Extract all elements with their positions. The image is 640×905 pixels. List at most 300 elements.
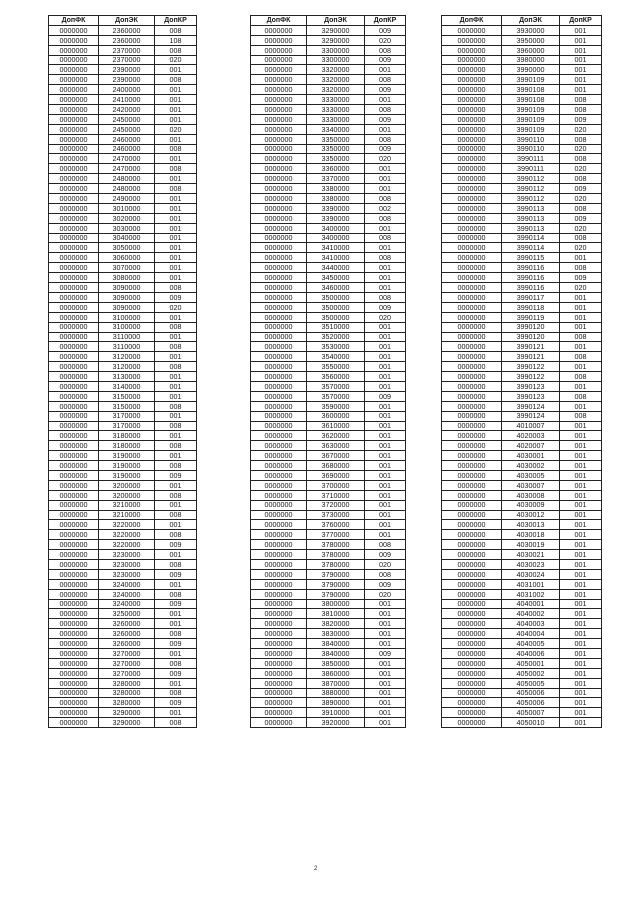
cell-dopfk: 0000000 — [442, 451, 502, 461]
cell-dopek: 3380000 — [307, 184, 365, 194]
table-row — [442, 411, 602, 421]
cell-dopek: 3350000 — [307, 134, 365, 144]
cell-dopkr: 020 — [365, 154, 406, 164]
cell-dopkr: 001 — [560, 520, 602, 530]
table-row — [442, 302, 602, 312]
cell-dopkr: 108 — [155, 35, 197, 45]
cell-dopfk: 0000000 — [442, 520, 502, 530]
cell-dopkr: 001 — [365, 174, 406, 184]
cell-dopfk: 0000000 — [442, 381, 502, 391]
table-row — [49, 569, 197, 579]
cell-dopfk: 0000000 — [49, 391, 99, 401]
cell-dopek: 3990108 — [502, 95, 560, 105]
cell-dopek: 3980000 — [502, 55, 560, 65]
cell-dopek: 3990113 — [502, 213, 560, 223]
table-row — [251, 649, 406, 659]
cell-dopfk: 0000000 — [251, 500, 307, 510]
cell-dopfk: 0000000 — [442, 490, 502, 500]
cell-dopek: 2470000 — [99, 164, 155, 174]
cell-dopkr: 001 — [560, 441, 602, 451]
cell-dopkr: 008 — [560, 263, 602, 273]
cell-dopkr: 020 — [365, 559, 406, 569]
cell-dopfk: 0000000 — [442, 461, 502, 471]
cell-dopek: 2450000 — [99, 124, 155, 134]
cell-dopek: 3360000 — [307, 164, 365, 174]
cell-dopek: 3990116 — [502, 263, 560, 273]
cell-dopek: 3280000 — [99, 688, 155, 698]
cell-dopfk: 0000000 — [442, 243, 502, 253]
cell-dopfk: 0000000 — [251, 322, 307, 332]
cell-dopkr: 001 — [560, 45, 602, 55]
cell-dopkr: 001 — [560, 470, 602, 480]
cell-dopfk: 0000000 — [251, 579, 307, 589]
cell-dopek: 3290000 — [307, 25, 365, 35]
table-row — [251, 85, 406, 95]
cell-dopek: 3140000 — [99, 381, 155, 391]
cell-dopkr: 009 — [155, 292, 197, 302]
cell-dopek: 3560000 — [307, 372, 365, 382]
cell-dopek: 3990113 — [502, 223, 560, 233]
cell-dopek: 3990111 — [502, 154, 560, 164]
cell-dopkr: 020 — [155, 302, 197, 312]
cell-dopkr: 001 — [365, 322, 406, 332]
cell-dopkr: 008 — [365, 105, 406, 115]
cell-dopfk: 0000000 — [49, 569, 99, 579]
cell-dopkr: 001 — [155, 273, 197, 283]
cell-dopek: 3620000 — [307, 431, 365, 441]
cell-dopfk: 0000000 — [442, 708, 502, 718]
cell-dopfk: 0000000 — [251, 480, 307, 490]
table-row — [442, 718, 602, 728]
cell-dopfk: 0000000 — [251, 431, 307, 441]
cell-dopek: 3070000 — [99, 263, 155, 273]
cell-dopek: 3300000 — [307, 45, 365, 55]
cell-dopkr: 008 — [155, 718, 197, 728]
cell-dopek: 3990121 — [502, 342, 560, 352]
cell-dopkr: 001 — [155, 312, 197, 322]
cell-dopek: 3530000 — [307, 342, 365, 352]
cell-dopfk: 0000000 — [442, 283, 502, 293]
cell-dopkr: 009 — [155, 470, 197, 480]
cell-dopek: 3780000 — [307, 540, 365, 550]
cell-dopek: 3920000 — [307, 718, 365, 728]
cell-dopfk: 0000000 — [251, 243, 307, 253]
cell-dopkr: 008 — [560, 391, 602, 401]
cell-dopfk: 0000000 — [251, 649, 307, 659]
cell-dopfk: 0000000 — [442, 95, 502, 105]
table-row — [49, 194, 197, 204]
cell-dopkr: 008 — [365, 75, 406, 85]
cell-dopkr: 001 — [560, 678, 602, 688]
cell-dopfk: 0000000 — [251, 718, 307, 728]
table-row — [49, 500, 197, 510]
cell-dopfk: 0000000 — [49, 510, 99, 520]
cell-dopkr: 001 — [365, 698, 406, 708]
table-row — [251, 194, 406, 204]
cell-dopkr: 001 — [365, 470, 406, 480]
cell-dopkr: 001 — [365, 688, 406, 698]
table-row — [49, 352, 197, 362]
table-row — [442, 639, 602, 649]
cell-dopkr: 001 — [365, 629, 406, 639]
cell-dopkr: 001 — [365, 283, 406, 293]
cell-dopkr: 001 — [560, 431, 602, 441]
cell-dopkr: 008 — [560, 411, 602, 421]
cell-dopkr: 008 — [560, 105, 602, 115]
cell-dopek: 3210000 — [99, 510, 155, 520]
cell-dopek: 3180000 — [99, 431, 155, 441]
cell-dopkr: 009 — [560, 213, 602, 223]
cell-dopkr: 008 — [155, 45, 197, 55]
table-row — [49, 540, 197, 550]
table-row — [442, 381, 602, 391]
cell-dopfk: 0000000 — [251, 45, 307, 55]
cell-dopkr: 001 — [560, 698, 602, 708]
table-row — [251, 599, 406, 609]
table-row — [442, 470, 602, 480]
cell-dopkr: 001 — [155, 95, 197, 105]
cell-dopkr: 009 — [365, 302, 406, 312]
cell-dopfk: 0000000 — [49, 312, 99, 322]
cell-dopkr: 001 — [365, 530, 406, 540]
cell-dopek: 4050005 — [502, 678, 560, 688]
cell-dopfk: 0000000 — [442, 589, 502, 599]
cell-dopfk: 0000000 — [442, 55, 502, 65]
cell-dopfk: 0000000 — [442, 35, 502, 45]
cell-dopkr: 001 — [155, 480, 197, 490]
table-row — [442, 668, 602, 678]
cell-dopek: 3990115 — [502, 253, 560, 263]
table-row — [49, 530, 197, 540]
cell-dopfk: 0000000 — [251, 540, 307, 550]
cell-dopek: 3990117 — [502, 292, 560, 302]
code-table-2 — [250, 15, 406, 728]
cell-dopkr: 001 — [560, 75, 602, 85]
cell-dopkr: 008 — [365, 233, 406, 243]
table-row — [251, 154, 406, 164]
cell-dopkr: 008 — [155, 658, 197, 668]
cell-dopkr: 001 — [560, 480, 602, 490]
cell-dopek: 3260000 — [99, 619, 155, 629]
cell-dopkr: 008 — [155, 421, 197, 431]
cell-dopfk: 0000000 — [49, 451, 99, 461]
cell-dopek: 2480000 — [99, 174, 155, 184]
table-row — [251, 431, 406, 441]
cell-dopkr: 001 — [560, 688, 602, 698]
table-row — [442, 520, 602, 530]
cell-dopfk: 0000000 — [251, 95, 307, 105]
cell-dopek: 2390000 — [99, 65, 155, 75]
table-row — [49, 35, 197, 45]
cell-dopek: 3990120 — [502, 332, 560, 342]
cell-dopkr: 001 — [560, 599, 602, 609]
cell-dopfk: 0000000 — [442, 579, 502, 589]
cell-dopek: 3990109 — [502, 114, 560, 124]
cell-dopek: 3240000 — [99, 599, 155, 609]
cell-dopek: 3200000 — [99, 480, 155, 490]
table-row — [49, 639, 197, 649]
cell-dopfk: 0000000 — [442, 530, 502, 540]
table-row — [251, 352, 406, 362]
cell-dopfk: 0000000 — [49, 441, 99, 451]
cell-dopek: 3240000 — [99, 579, 155, 589]
cell-dopkr: 001 — [560, 500, 602, 510]
cell-dopfk: 0000000 — [49, 559, 99, 569]
cell-dopek: 3760000 — [307, 520, 365, 530]
cell-dopek: 3220000 — [99, 540, 155, 550]
table-row — [49, 451, 197, 461]
cell-dopek: 3690000 — [307, 470, 365, 480]
cell-dopfk: 0000000 — [442, 639, 502, 649]
table-row — [49, 283, 197, 293]
cell-dopkr: 009 — [365, 579, 406, 589]
cell-dopfk: 0000000 — [251, 490, 307, 500]
cell-dopkr: 001 — [365, 184, 406, 194]
table-row — [251, 243, 406, 253]
cell-dopfk: 0000000 — [251, 550, 307, 560]
cell-dopek: 3180000 — [99, 441, 155, 451]
cell-dopek: 3680000 — [307, 461, 365, 471]
cell-dopkr: 008 — [155, 342, 197, 352]
cell-dopkr: 020 — [560, 243, 602, 253]
cell-dopkr: 020 — [155, 124, 197, 134]
cell-dopfk: 0000000 — [442, 184, 502, 194]
cell-dopek: 3990113 — [502, 203, 560, 213]
cell-dopfk: 0000000 — [49, 273, 99, 283]
table-row — [49, 411, 197, 421]
cell-dopkr: 008 — [365, 45, 406, 55]
cell-dopkr: 001 — [560, 530, 602, 540]
header-dopkr: ДопКР — [155, 16, 197, 26]
table-row — [442, 164, 602, 174]
cell-dopfk: 0000000 — [442, 421, 502, 431]
cell-dopkr: 008 — [155, 401, 197, 411]
cell-dopek: 3350000 — [307, 154, 365, 164]
cell-dopkr: 001 — [155, 431, 197, 441]
cell-dopek: 3520000 — [307, 332, 365, 342]
table-row — [49, 25, 197, 35]
cell-dopkr: 001 — [560, 362, 602, 372]
table-row — [49, 579, 197, 589]
cell-dopkr: 001 — [560, 668, 602, 678]
cell-dopfk: 0000000 — [442, 302, 502, 312]
table-row — [251, 105, 406, 115]
table-row — [251, 470, 406, 480]
cell-dopfk: 0000000 — [442, 431, 502, 441]
cell-dopfk: 0000000 — [442, 65, 502, 75]
cell-dopek: 4050006 — [502, 698, 560, 708]
cell-dopfk: 0000000 — [49, 154, 99, 164]
cell-dopek: 3700000 — [307, 480, 365, 490]
table-row — [49, 362, 197, 372]
cell-dopkr: 008 — [155, 589, 197, 599]
cell-dopek: 4030023 — [502, 559, 560, 569]
cell-dopek: 3830000 — [307, 629, 365, 639]
cell-dopfk: 0000000 — [442, 411, 502, 421]
table-row — [251, 421, 406, 431]
cell-dopfk: 0000000 — [442, 362, 502, 372]
cell-dopkr: 001 — [155, 649, 197, 659]
cell-dopek: 4030012 — [502, 510, 560, 520]
cell-dopfk: 0000000 — [251, 559, 307, 569]
table-row — [49, 668, 197, 678]
table-row — [49, 629, 197, 639]
table-row — [251, 233, 406, 243]
table-row — [251, 223, 406, 233]
cell-dopkr: 008 — [365, 292, 406, 302]
cell-dopkr: 001 — [560, 629, 602, 639]
cell-dopkr: 001 — [560, 619, 602, 629]
cell-dopek: 2450000 — [99, 114, 155, 124]
cell-dopek: 3190000 — [99, 470, 155, 480]
cell-dopfk: 0000000 — [49, 718, 99, 728]
table-row — [442, 292, 602, 302]
cell-dopkr: 008 — [560, 174, 602, 184]
cell-dopkr: 001 — [155, 451, 197, 461]
cell-dopek: 4030018 — [502, 530, 560, 540]
cell-dopkr: 020 — [560, 164, 602, 174]
table-row — [251, 184, 406, 194]
cell-dopek: 3990118 — [502, 302, 560, 312]
cell-dopfk: 0000000 — [49, 342, 99, 352]
table-row — [251, 391, 406, 401]
cell-dopkr: 001 — [155, 243, 197, 253]
cell-dopkr: 001 — [365, 708, 406, 718]
cell-dopek: 3550000 — [307, 362, 365, 372]
cell-dopkr: 001 — [155, 65, 197, 75]
cell-dopek: 3990121 — [502, 352, 560, 362]
table-row — [442, 629, 602, 639]
table-row — [49, 461, 197, 471]
cell-dopfk: 0000000 — [49, 609, 99, 619]
cell-dopkr: 008 — [365, 253, 406, 263]
table-row — [49, 233, 197, 243]
cell-dopkr: 001 — [560, 292, 602, 302]
cell-dopfk: 0000000 — [442, 668, 502, 678]
cell-dopfk: 0000000 — [251, 629, 307, 639]
cell-dopfk: 0000000 — [442, 194, 502, 204]
cell-dopkr: 001 — [155, 391, 197, 401]
cell-dopek: 3990123 — [502, 391, 560, 401]
cell-dopfk: 0000000 — [49, 134, 99, 144]
cell-dopek: 3280000 — [99, 698, 155, 708]
cell-dopek: 3030000 — [99, 223, 155, 233]
cell-dopek: 3780000 — [307, 550, 365, 560]
cell-dopfk: 0000000 — [49, 688, 99, 698]
cell-dopkr: 001 — [365, 718, 406, 728]
cell-dopkr: 001 — [365, 362, 406, 372]
code-table-1 — [48, 15, 197, 728]
table-row — [49, 599, 197, 609]
table-row — [251, 253, 406, 263]
cell-dopkr: 001 — [560, 342, 602, 352]
cell-dopek: 4020007 — [502, 441, 560, 451]
header-dopek: ДопЭК — [307, 16, 365, 26]
cell-dopek: 3890000 — [307, 698, 365, 708]
cell-dopfk: 0000000 — [442, 263, 502, 273]
table-row — [442, 708, 602, 718]
cell-dopfk: 0000000 — [49, 708, 99, 718]
cell-dopkr: 001 — [365, 500, 406, 510]
cell-dopkr: 008 — [155, 25, 197, 35]
cell-dopkr: 008 — [560, 233, 602, 243]
cell-dopfk: 0000000 — [251, 609, 307, 619]
cell-dopek: 3320000 — [307, 75, 365, 85]
table-row — [49, 243, 197, 253]
cell-dopek: 3990119 — [502, 312, 560, 322]
cell-dopfk: 0000000 — [49, 144, 99, 154]
table-row — [49, 273, 197, 283]
cell-dopfk: 0000000 — [442, 45, 502, 55]
cell-dopkr: 020 — [365, 589, 406, 599]
cell-dopkr: 008 — [155, 530, 197, 540]
table-row — [251, 312, 406, 322]
cell-dopkr: 001 — [365, 273, 406, 283]
table-row — [49, 322, 197, 332]
page-number: 2 — [314, 866, 318, 872]
table-row — [442, 490, 602, 500]
table-row — [49, 213, 197, 223]
cell-dopek: 4040002 — [502, 609, 560, 619]
table-row — [251, 688, 406, 698]
table-row — [251, 55, 406, 65]
table-row — [442, 658, 602, 668]
cell-dopkr: 008 — [365, 569, 406, 579]
cell-dopkr: 009 — [560, 273, 602, 283]
cell-dopfk: 0000000 — [49, 421, 99, 431]
cell-dopek: 3770000 — [307, 530, 365, 540]
table-row — [49, 203, 197, 213]
cell-dopek: 3910000 — [307, 708, 365, 718]
cell-dopek: 3870000 — [307, 678, 365, 688]
table-row — [442, 233, 602, 243]
table-row — [442, 124, 602, 134]
cell-dopkr: 001 — [365, 658, 406, 668]
cell-dopkr: 001 — [560, 312, 602, 322]
cell-dopkr: 001 — [365, 243, 406, 253]
cell-dopfk: 0000000 — [251, 174, 307, 184]
cell-dopek: 3790000 — [307, 579, 365, 589]
cell-dopfk: 0000000 — [49, 114, 99, 124]
cell-dopkr: 009 — [560, 184, 602, 194]
cell-dopfk: 0000000 — [49, 243, 99, 253]
cell-dopkr: 001 — [365, 639, 406, 649]
table-row — [442, 154, 602, 164]
cell-dopkr: 008 — [365, 540, 406, 550]
cell-dopek: 4050006 — [502, 688, 560, 698]
cell-dopfk: 0000000 — [442, 559, 502, 569]
table-row — [49, 124, 197, 134]
cell-dopkr: 001 — [155, 203, 197, 213]
cell-dopek: 4050002 — [502, 668, 560, 678]
cell-dopek: 4031001 — [502, 579, 560, 589]
table-row — [251, 302, 406, 312]
table-row — [442, 322, 602, 332]
cell-dopek: 4010007 — [502, 421, 560, 431]
cell-dopkr: 009 — [365, 25, 406, 35]
table-row — [49, 253, 197, 263]
cell-dopek: 2410000 — [99, 95, 155, 105]
cell-dopek: 3150000 — [99, 401, 155, 411]
cell-dopfk: 0000000 — [251, 65, 307, 75]
table-row — [442, 421, 602, 431]
cell-dopek: 3600000 — [307, 411, 365, 421]
cell-dopek: 3280000 — [99, 678, 155, 688]
cell-dopkr: 001 — [560, 490, 602, 500]
cell-dopek: 3990116 — [502, 273, 560, 283]
cell-dopek: 3350000 — [307, 144, 365, 154]
cell-dopkr: 001 — [560, 35, 602, 45]
